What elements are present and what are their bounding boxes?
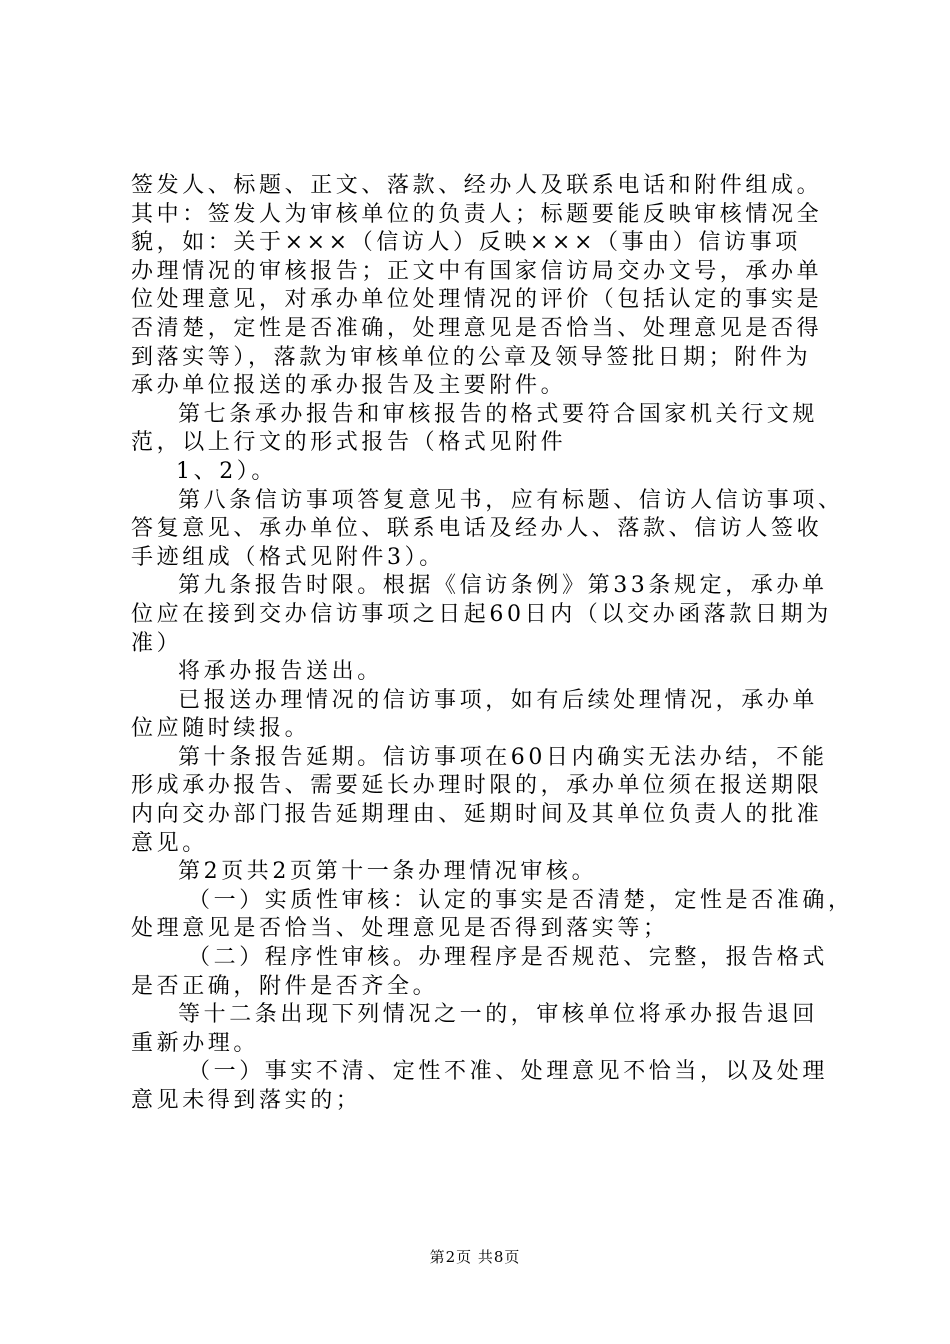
text-line: 其中：签发人为审核单位的负责人；标题要能反映审核情况全: [131, 201, 823, 227]
text-line: 形成承办报告、需要延长办理时限的，承办单位须在报送期限: [131, 773, 823, 799]
text-line: 重新办理。: [131, 1030, 260, 1056]
text-line: 位应在接到交办信访事项之日起60日内（以交办函落款日期为: [131, 601, 832, 627]
text-line: 否清楚，定性是否准确，处理意见是否恰当、处理意见是否得: [131, 315, 823, 341]
text-line: （一）实质性审核：认定的事实是否清楚，定性是否准确，: [188, 887, 854, 913]
text-line: 意见。: [131, 830, 208, 856]
text-line: 位处理意见，对承办单位处理情况的评价（包括认定的事实是: [131, 287, 823, 313]
text-line: （一）事实不清、定性不准、处理意见不恰当，以及处理: [188, 1059, 829, 1085]
text-line: 第2页共2页第十一条办理情况审核。: [178, 859, 598, 885]
text-line: 签发人、标题、正文、落款、经办人及联系电话和附件组成。: [131, 173, 823, 198]
text-line: 范，以上行文的形式报告（格式见附件: [131, 430, 567, 456]
text-line: 位应随时续报。: [131, 716, 311, 742]
text-line: 意见未得到落实的；: [131, 1088, 362, 1113]
text-line: 等十二条出现下列情况之一的，审核单位将承办报告退回: [178, 1002, 819, 1028]
text-line: 承办单位报送的承办报告及主要附件。: [131, 373, 567, 399]
text-line: 准）: [131, 630, 183, 656]
text-line: 将承办报告送出。: [178, 659, 383, 685]
text-line: 到落实等），落款为审核单位的公章及领导签批日期；附件为: [131, 344, 812, 370]
text-line: 第八条信访事项答复意见书，应有标题、信访人信访事项、: [178, 487, 844, 513]
text-line: （二）程序性审核。办理程序是否规范、完整，报告格式: [188, 945, 829, 971]
text-line: 办理情况的审核报告；正文中有国家信访局交办文号，承办单: [131, 258, 823, 284]
text-line: 第七条承办报告和审核报告的格式要符合国家机关行文规: [178, 401, 819, 427]
text-line: 第十条报告延期。信访事项在60日内确实无法办结，不能: [178, 744, 828, 770]
text-line: 已报送办理情况的信访事项，如有后续处理情况，承办单: [178, 687, 819, 713]
text-line: 手迹组成（格式见附件3）。: [131, 544, 445, 570]
text-line: 1、2）。: [176, 458, 277, 484]
text-line: 处理意见是否恰当、处理意见是否得到落实等；: [131, 916, 669, 942]
text-line: 第九条报告时限。根据《信访条例》第33条规定，承办单: [178, 573, 828, 599]
text-line: 是否正确，附件是否齐全。: [131, 973, 439, 999]
text-line: 内向交办部门报告延期理由、延期时间及其单位负责人的批准: [131, 802, 823, 828]
text-line: 貌，如：关于×××（信访人）反映×××（事由）信访事项: [131, 230, 801, 256]
document-body: [131, 172, 854, 1116]
page-number-footer: 第2页 共8页: [429, 1248, 521, 1266]
text-line: 答复意见、承办单位、联系电话及经办人、落款、信访人签收: [131, 516, 823, 542]
